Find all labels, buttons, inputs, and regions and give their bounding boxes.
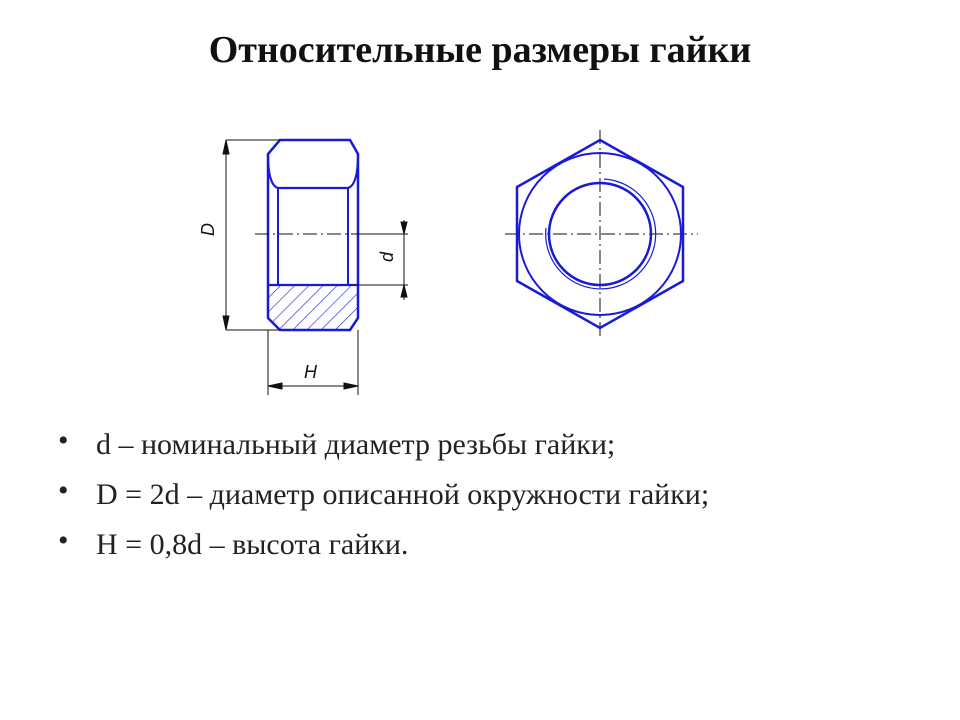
label-d: d bbox=[377, 251, 397, 262]
bullet-text: D = 2d – диаметр описанной окружности гайки; bbox=[96, 478, 710, 511]
bullet-dot: • bbox=[58, 474, 69, 507]
nut-side-view bbox=[255, 140, 375, 330]
bullet-text: d – номинальный диаметр резьбы гайки; bbox=[96, 428, 616, 461]
nut-top-chamfer bbox=[268, 154, 358, 188]
nut-section-hatch bbox=[268, 285, 358, 330]
bullet-text: H = 0,8d – высота гайки. bbox=[96, 528, 409, 561]
label-D: D bbox=[198, 223, 218, 236]
page-title: Относительные размеры гайки bbox=[208, 29, 752, 71]
list-item bbox=[58, 420, 709, 470]
dimensions bbox=[223, 140, 408, 395]
list-item bbox=[58, 520, 709, 570]
bullet-dot: • bbox=[58, 424, 69, 457]
bullet-list bbox=[58, 420, 709, 570]
label-H: H bbox=[304, 362, 317, 382]
list-item bbox=[58, 470, 709, 520]
nut-top-view bbox=[505, 130, 698, 338]
bullet-dot: • bbox=[58, 524, 69, 557]
